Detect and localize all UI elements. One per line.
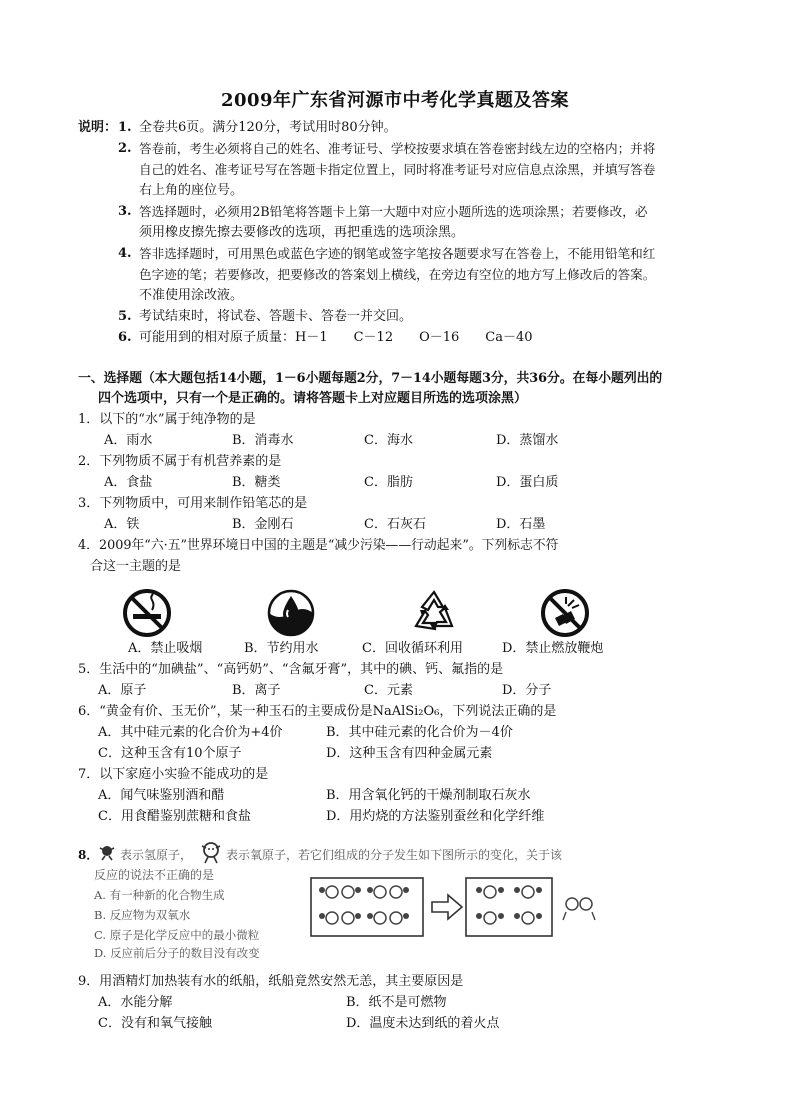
q7-stem: 7．以下家庭小实验不能成功的是 <box>78 767 269 782</box>
q6-option-d: D．这种玉含有四种金属元素 <box>326 746 493 761</box>
q3-option-d: D．石墨 <box>496 517 546 532</box>
q5-option-c: C．元素 <box>364 683 413 698</box>
q3-option-b: B．金刚石 <box>232 517 294 532</box>
q2-option-b: B．糖类 <box>232 475 281 490</box>
q1-option-a: A．雨水 <box>104 433 153 448</box>
recycle-icon <box>408 588 458 638</box>
q4-option-c: C．回收循环利用 <box>362 641 463 656</box>
note-3-num: 3. <box>118 204 132 219</box>
q7-option-d: D．用灼烧的方法鉴别蚕丝和化学纤维 <box>326 809 545 824</box>
q5-option-b: B．离子 <box>232 683 281 698</box>
hydrogen-atom-icon <box>96 842 118 868</box>
q9-option-a: A．水能分解 <box>98 995 173 1010</box>
q6-option-b: B．其中硅元素的化合价为－4价 <box>326 725 513 740</box>
q8-number: 8． <box>78 848 99 862</box>
note-5-num: 5. <box>118 309 132 324</box>
note-1-text: 全卷共6页。满分120分，考试用时80分钟。 <box>139 120 397 135</box>
q9-option-d: D．温度未达到纸的着火点 <box>346 1016 500 1031</box>
q4-option-d: D．禁止燃放鞭炮 <box>502 641 604 656</box>
note-6-num: 6. <box>118 330 132 345</box>
note-3-line-1: 答选择题时，必须用2B铅笔将答题卡上第一大题中对应小题所选的选项涂黑；若要修改，必 <box>139 204 648 219</box>
q7-option-b: B．用含氧化钙的干燥剂制取石灰水 <box>326 788 531 803</box>
page-title: 2009年广东省河源市中考化学真题及答案 <box>220 90 570 111</box>
section-1-line-1: 一、选择题（本大题包括14小题，1－6小题每题2分，7－14小题每题3分，共36分。在每小题列出的 <box>78 371 663 386</box>
q2-option-c: C．脂肪 <box>364 475 413 490</box>
q9-option-b: B．纸不是可燃物 <box>346 995 447 1010</box>
q3-option-a: A．铁 <box>104 517 140 532</box>
q8-stem-h-text: 表示氢原子， <box>120 848 193 862</box>
note-3-line-2: 须用橡皮擦先擦去要修改的选项，再把重选的选项涂黑。 <box>139 225 465 240</box>
q5-option-a: A．原子 <box>98 683 147 698</box>
no-smoking-icon <box>122 588 172 638</box>
q5-stem: 5．生活中的“加碘盐”、“高钙奶”、“含氟牙膏”，其中的碘、钙、氟指的是 <box>78 662 504 677</box>
q5-option-d: D．分子 <box>502 683 552 698</box>
q4-stem-line-2: 合这一主题的是 <box>90 559 182 574</box>
note-2-num: 2. <box>118 141 132 156</box>
q6-option-c: C．这种玉含有10个原子 <box>98 746 242 761</box>
note-5-text: 考试结束时，将试卷、答题卡、答卷一并交回。 <box>139 309 413 324</box>
note-4-line-3: 不准使用涂改液。 <box>139 288 244 303</box>
q6-option-a: A．其中硅元素的化合价为+4价 <box>98 725 283 740</box>
q7-option-c: C．用食醋鉴别蔗糖和食盐 <box>98 809 251 824</box>
no-fireworks-icon <box>540 588 590 638</box>
note-2-line-2: 自己的姓名、准考证号写在答题卡指定位置上，同时将准考证号对应信息点涂黑，并填写答卷 <box>139 162 656 177</box>
water-saving-icon <box>266 588 316 638</box>
q9-stem: 9．用酒精灯加热装有水的纸船，纸船竟然安然无恙，其主要原因是 <box>78 974 464 989</box>
q6-stem: 6．“黄金有价、玉无价”，某一种玉石的主要成份是NaAlSi₂O₆，下列说法正确的是 <box>78 704 557 719</box>
q7-option-a: A．闻气味鉴别酒和醋 <box>98 788 225 803</box>
note-6-text: 可能用到的相对原子质量：H－1 C－12 O－16 Ca－40 <box>139 330 533 345</box>
notes-label: 说明： <box>78 120 118 135</box>
note-4-line-1: 答非选择题时，可用黑色或蓝色字迹的钢笔或签字笔按各题要求写在答卷上，不能用铅笔和红 <box>139 246 656 261</box>
q2-option-a: A．食盐 <box>104 475 153 490</box>
q1-stem: 1．以下的“水”属于纯净物的是 <box>78 412 256 427</box>
q4-stem-line-1: 4．2009年“六·五”世界环境日中国的主题是“减少污染——行动起来”。下列标志不符 <box>78 538 559 553</box>
q2-stem: 2．下列物质不属于有机营养素的是 <box>78 454 282 469</box>
q4-option-a: A．禁止吸烟 <box>128 641 203 656</box>
q1-option-c: C．海水 <box>364 433 413 448</box>
note-2-line-1: 答卷前，考生必须将自己的姓名、准考证号、学校按要求填在答卷密封线左边的空格内；并将 <box>139 141 656 156</box>
q2-option-d: D．蛋白质 <box>496 475 559 490</box>
q8-option-a: A. 有一种新的化合物生成 <box>94 888 225 902</box>
q8-option-b: B. 反应物为双氧水 <box>94 908 191 922</box>
note-4-line-2: 色字迹的笔；若要修改，把要修改的答案划上横线，在旁边有空位的地方写上修改后的答案。 <box>139 267 656 282</box>
q9-option-c: C．没有和氧气接触 <box>98 1016 212 1031</box>
note-2-line-3: 右上角的座位号。 <box>139 183 244 198</box>
q1-option-b: B．消毒水 <box>232 433 294 448</box>
q8-stem-o-text: 表示氧原子，若它们组成的分子发生如下图所示的变化，关于该 <box>226 848 563 862</box>
note-4-num: 4. <box>118 246 132 261</box>
q1-option-d: D．蒸馏水 <box>496 433 559 448</box>
q3-option-c: C．石灰石 <box>364 517 426 532</box>
q3-stem: 3．下列物质中，可用来制作铅笔芯的是 <box>78 496 308 511</box>
q8-option-c: C. 原子是化学反应中的最小微粒 <box>94 928 260 942</box>
reaction-diagram <box>310 876 710 942</box>
q8-option-d: D. 反应前后分子的数目没有改变 <box>94 946 260 960</box>
q4-option-b: B．节约用水 <box>244 641 319 656</box>
q8-stem-line-2: 反应的说法不正确的是 <box>94 868 215 882</box>
note-1-num: 1. <box>118 120 132 135</box>
section-1-line-2: 四个选项中，只有一个是正确的。请将答题卡上对应题目所选的选项涂黑） <box>98 391 528 406</box>
